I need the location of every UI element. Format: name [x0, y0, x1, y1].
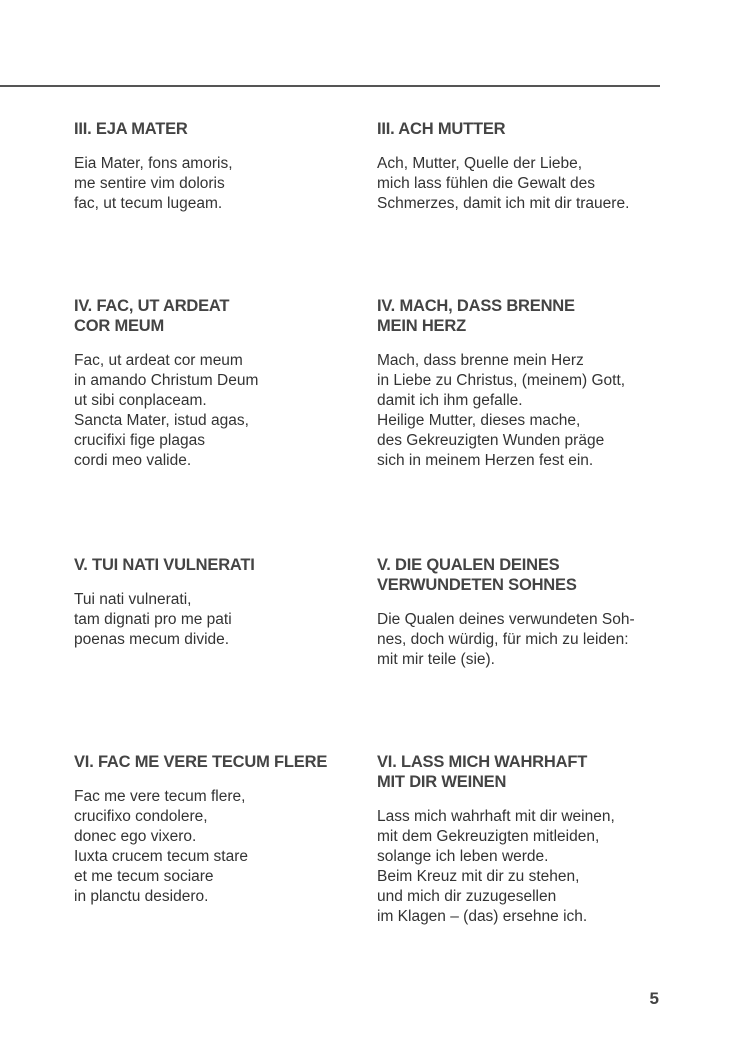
latin-heading [74, 296, 364, 336]
verse-line: Tui nati vulnerati, [74, 591, 192, 608]
latin-text [74, 590, 364, 650]
verse-line: mit mir teile (sie). [377, 651, 495, 668]
verse-line: donec ego vixero. [74, 828, 197, 845]
verse-line: ut sibi conplaceam. [74, 392, 207, 409]
verse-line: tam dignati pro me pati [74, 611, 232, 628]
verse-line: Ach, Mutter, Quelle der Liebe, [377, 155, 583, 172]
german-heading [377, 752, 667, 792]
latin-stanza-6 [74, 752, 364, 907]
verse-line: Fac me vere tecum flere, [74, 788, 246, 805]
verse-line: Beim Kreuz mit dir zu stehen, [377, 868, 580, 885]
verse-line: sich in meinem Herzen fest ein. [377, 452, 594, 469]
verse-line: Sancta Mater, istud agas, [74, 412, 249, 429]
verse-line: Schmerzes, damit ich mit dir trauere. [377, 195, 630, 212]
page-number: 5 [649, 989, 659, 1008]
verse-line: Iuxta crucem tecum stare [74, 848, 249, 865]
verse-line: damit ich ihm gefalle. [377, 392, 523, 409]
german-stanza-5 [377, 555, 667, 670]
top-rule [0, 85, 660, 87]
heading-line: IV. FAC, UT ARDEAT [74, 297, 230, 315]
verse-line: des Gekreuzigten Wunden präge [377, 432, 605, 449]
latin-heading [74, 555, 364, 575]
latin-heading [74, 752, 364, 772]
heading-line: MIT DIR WEINEN [377, 773, 507, 791]
heading-line: COR MEUM [74, 317, 165, 335]
german-stanza-6 [377, 752, 667, 927]
latin-heading [74, 119, 364, 139]
german-text [377, 610, 667, 670]
german-stanza-3 [377, 119, 667, 214]
verse-line: crucifixo condolere, [74, 808, 208, 825]
verse-line: cordi meo valide. [74, 452, 192, 469]
verse-line: in amando Christum Deum [74, 372, 259, 389]
heading-line: VERWUNDETEN SOHNES [377, 576, 577, 594]
verse-line: im Klagen – (das) ersehne ich. [377, 908, 588, 925]
verse-line: et me tecum sociare [74, 868, 214, 885]
german-text [377, 807, 667, 927]
german-text [377, 351, 667, 471]
german-heading [377, 555, 667, 595]
verse-line: in planctu desidero. [74, 888, 209, 905]
verse-line: crucifixi fige plagas [74, 432, 205, 449]
verse-line: Eia Mater, fons amoris, [74, 155, 233, 172]
latin-text [74, 787, 364, 907]
verse-line: Mach, dass brenne mein Herz [377, 352, 584, 369]
heading-line: III. EJA MATER [74, 120, 188, 138]
heading-line: IV. MACH, DASS BRENNE [377, 297, 575, 315]
heading-line: V. TUI NATI VULNERATI [74, 556, 255, 574]
heading-line: MEIN HERZ [377, 317, 466, 335]
verse-line: Heilige Mutter, dieses mache, [377, 412, 581, 429]
verse-line: solange ich leben werde. [377, 848, 549, 865]
verse-line: Fac, ut ardeat cor meum [74, 352, 243, 369]
verse-line: Die Qualen deines verwundeten Soh- [377, 611, 635, 628]
heading-line: V. DIE QUALEN DEINES [377, 556, 560, 574]
latin-text [74, 351, 364, 471]
verse-line: in Liebe zu Christus, (meinem) Gott, [377, 372, 626, 389]
verse-line: poenas mecum divide. [74, 631, 230, 648]
german-stanza-4 [377, 296, 667, 471]
german-heading [377, 119, 667, 139]
heading-line: VI. LASS MICH WAHRHAFT [377, 753, 588, 771]
verse-line: nes, doch würdig, für mich zu leiden: [377, 631, 629, 648]
latin-stanza-4 [74, 296, 364, 471]
latin-stanza-3 [74, 119, 364, 214]
verse-line: Lass mich wahrhaft mit dir weinen, [377, 808, 615, 825]
latin-stanza-5 [74, 555, 364, 650]
verse-line: mit dem Gekreuzigten mitleiden, [377, 828, 600, 845]
german-text [377, 154, 667, 214]
verse-line: und mich dir zuzugesellen [377, 888, 557, 905]
verse-line: fac, ut tecum lugeam. [74, 195, 223, 212]
verse-line: mich lass fühlen die Gewalt des [377, 175, 595, 192]
german-heading [377, 296, 667, 336]
verse-line: me sentire vim doloris [74, 175, 225, 192]
heading-line: VI. FAC ME VERE TECUM FLERE [74, 753, 328, 771]
heading-line: III. ACH MUTTER [377, 120, 506, 138]
latin-text [74, 154, 364, 214]
